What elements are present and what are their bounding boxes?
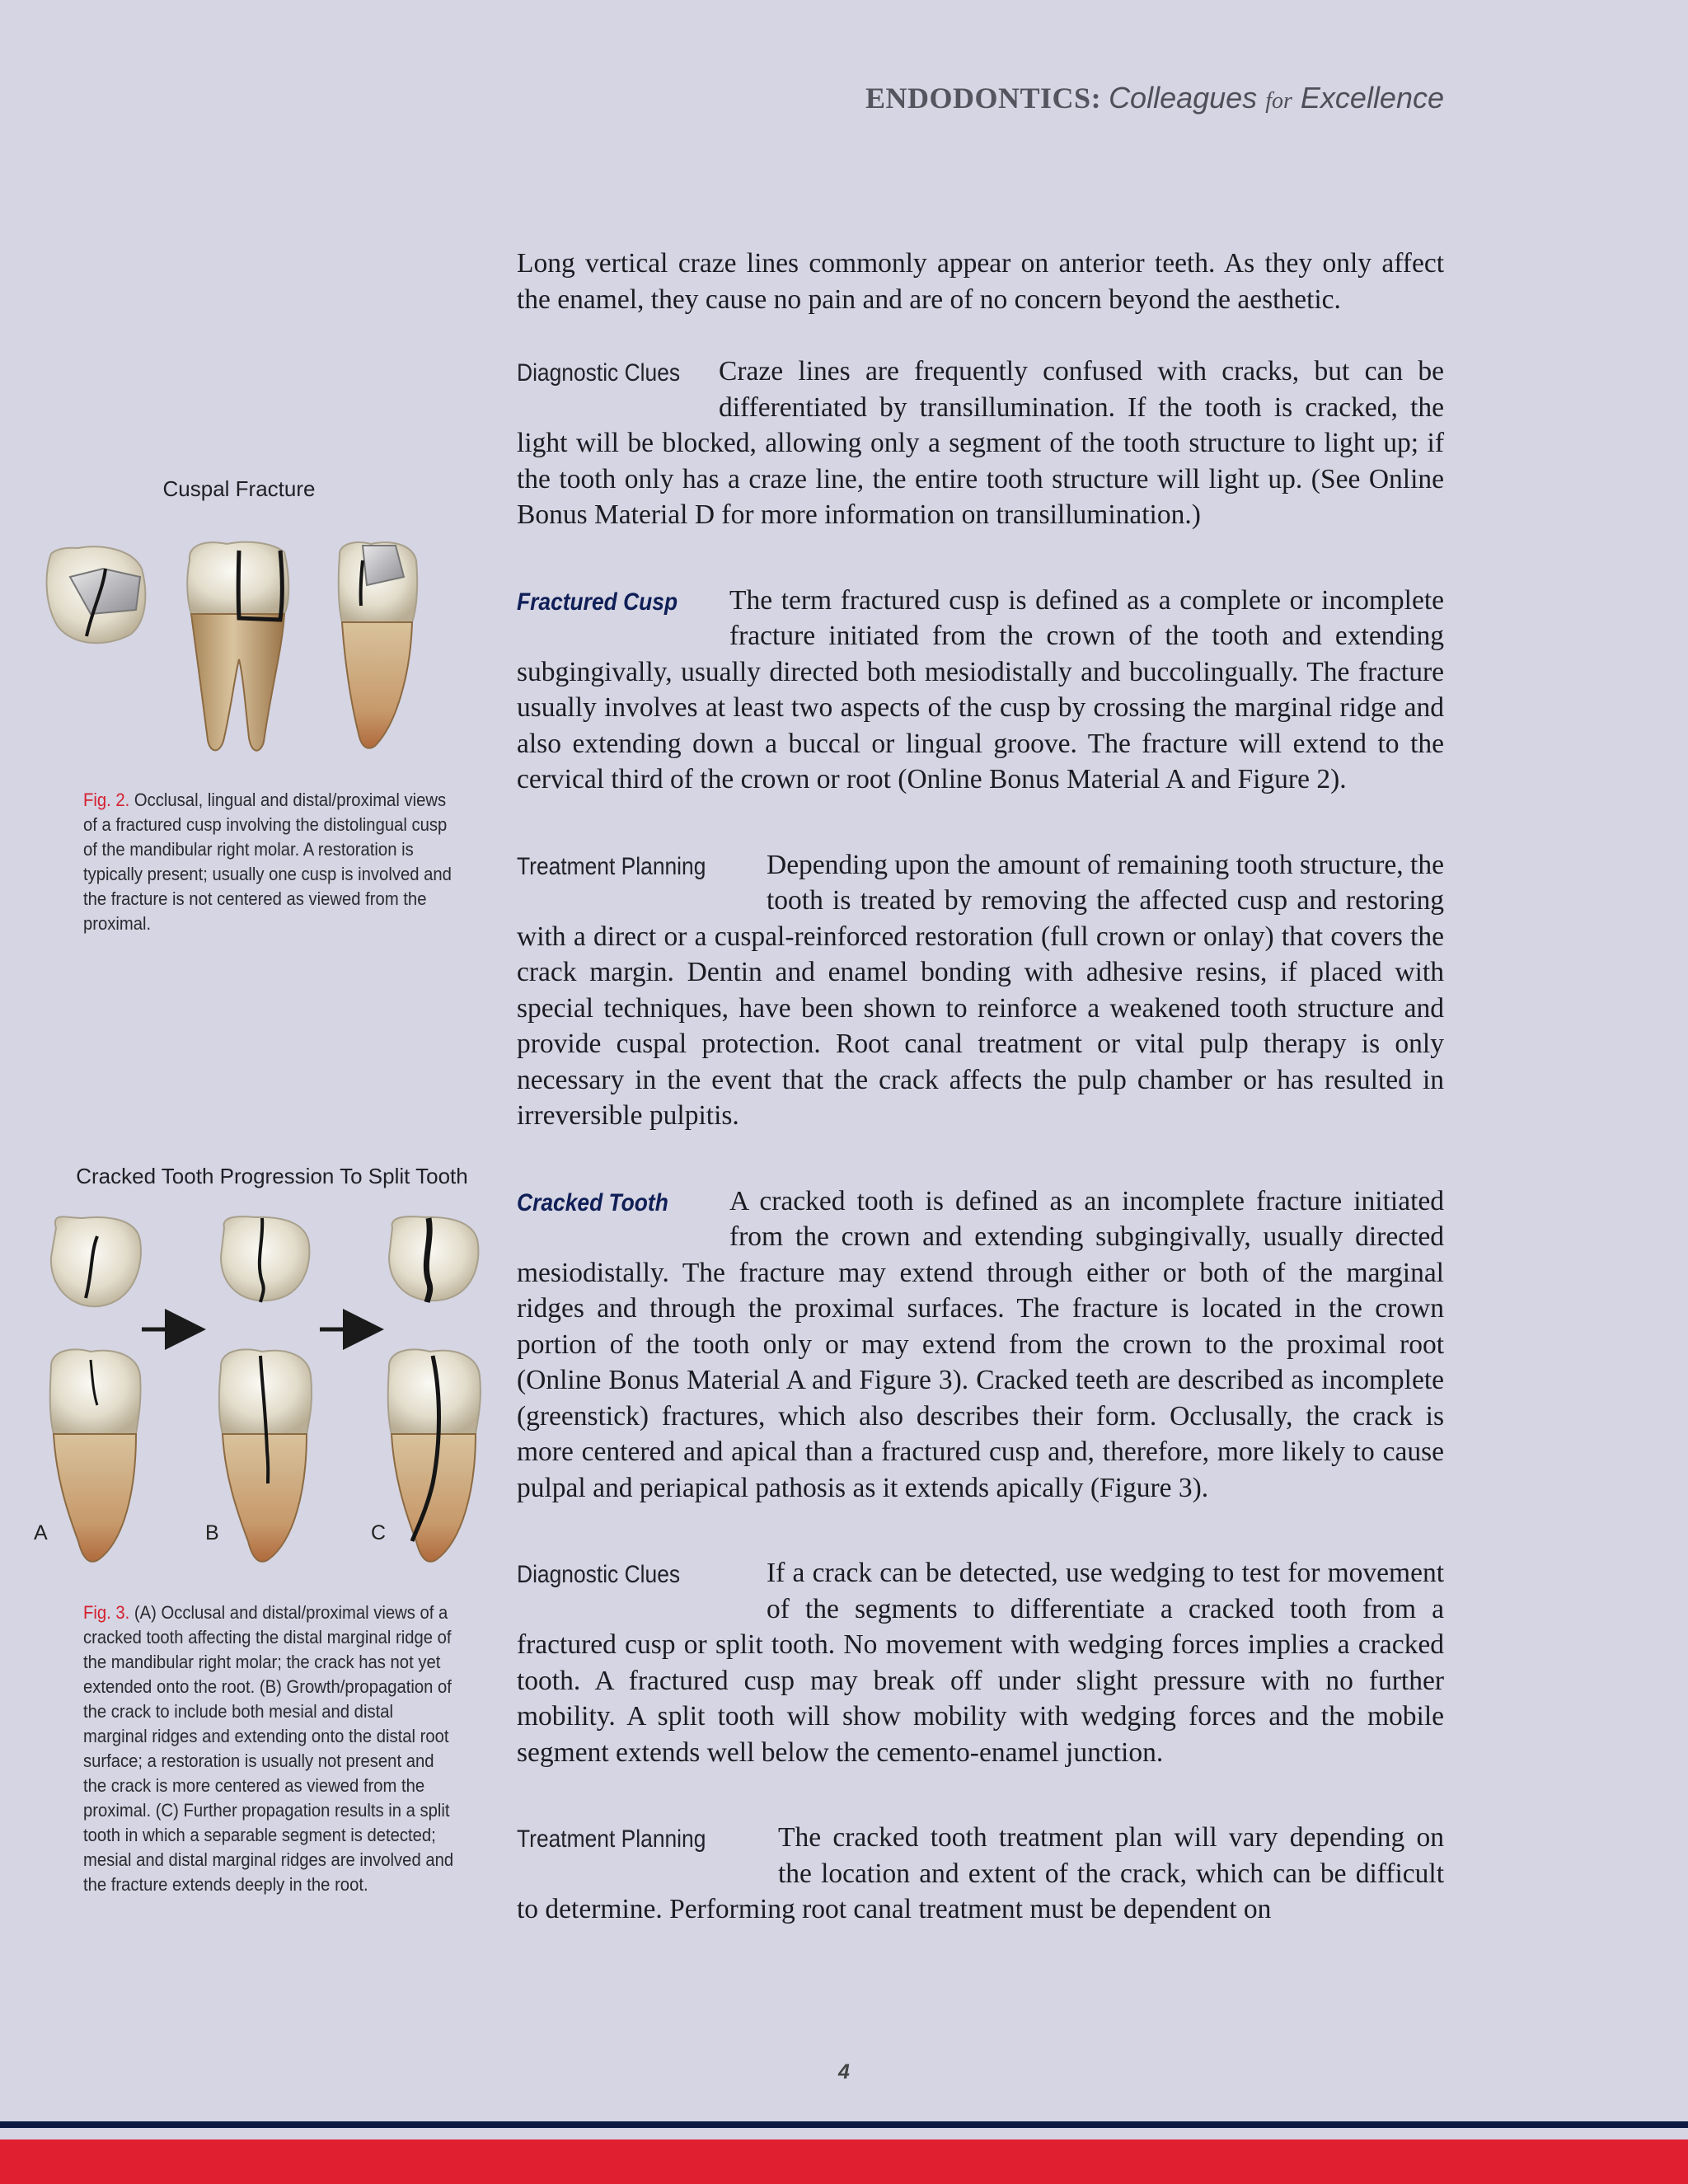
header-brand: ENDODONTICS: <box>865 82 1102 115</box>
fig2-caption-text: Occlusal, lingual and distal/proximal views of a fractured cusp involving the distolingual cusp of the mandibular right molar. A restoration is typically present; usually one cusp is involved and the fracture is not centered as viewed from the proximal. <box>83 790 452 934</box>
section-text: If a crack can be detected, use wedging to test for movement of the segments to differentiate a cracked tooth from a fractured cusp or split tooth. No movement with wedging forces implies a cracked tooth. A fractured cusp may break off under slight pressure with no further mobility. A split tooth will show mobility with wedging forces and the mobile segment extends well below the cemento-enamel junction. <box>517 1558 1444 1768</box>
section-fractured-cusp <box>517 583 1444 798</box>
fig3-illustration <box>0 0 511 1574</box>
section-treatment-planning-1 <box>517 847 1444 1134</box>
section-diagnostic-clues-2 <box>517 1555 1444 1770</box>
body-column <box>517 246 1444 1928</box>
fig3-label-b: B <box>205 1521 219 1544</box>
fig3-proximal-b <box>219 1349 312 1561</box>
section-label: Treatment Planning <box>517 852 706 880</box>
section-label: Cracked Tooth <box>517 1188 668 1216</box>
section-label: Diagnostic Clues <box>517 359 681 387</box>
fig3-occlusal-b <box>221 1216 309 1302</box>
fig2-number: Fig. 2. <box>83 790 130 810</box>
section-label: Diagnostic Clues <box>517 1561 681 1588</box>
section-label: Fractured Cusp <box>517 588 678 616</box>
fig3-caption-text: (A) Occlusal and distal/proximal views of a cracked tooth affecting the distal marginal ridge of the mandibular right molar; the crack has not yet extended onto the root. (B) Growth/propagation of the crack to include both mesial and distal marginal ridges and extending onto the distal root surface; a restoration is usually not present and the crack is more centered as viewed from the proximal. (C) Further propagation results in a split tooth in which a separable segment is detected; mesial and distal marginal ridges are involved and the fracture extends deeply in the root. <box>83 1602 454 1895</box>
section-label: Treatment Planning <box>517 1825 706 1853</box>
footer-navy-bar <box>0 2121 1688 2128</box>
section-text: Craze lines are frequently confused with cracks, but can be differentiated by transillumination. If the tooth is cracked, the light will be blocked, allowing only a segment of the tooth structure to light up; if the tooth only has a craze line, the entire tooth structure will light up. (See Online Bonus Material D for more information on transillumination.) <box>517 356 1444 530</box>
header-tagline: Colleagues for Excellence <box>1109 81 1444 115</box>
fig3-caption <box>83 1601 454 1897</box>
section-treatment-planning-2 <box>517 1820 1444 1928</box>
section-text: Depending upon the amount of remaining tooth structure, the tooth is treated by removing the affected cusp and restoring with a direct or a cuspal-reinforced restoration (full crown or onlay) that covers the crack margin. Dentin and enamel bonding with adhesive resins, if placed with special techniques, have been shown to reinforce a weakened tooth structure and provide cuspal protection. Root canal treatment or vital pulp therapy is only necessary in the event that the crack affects the pulp chamber or has resulted in irreversible pulpitis. <box>517 849 1444 1131</box>
fig3-number: Fig. 3. <box>83 1602 130 1623</box>
footer-red-bar <box>0 2139 1688 2184</box>
running-header <box>865 81 1444 115</box>
section-text: The cracked tooth treatment plan will vary depending on the location and extent of the crack, which can be difficult to determine. Performing root canal treatment must be dependent on <box>517 1822 1444 1924</box>
section-diagnostic-clues-1 <box>517 354 1444 533</box>
section-text: The term fractured cusp is defined as a complete or incomplete fracture initiated from the crown of the tooth and extending subgingivally, usually directed both mesiodistally and buccolingually. The fracture usually involves at least two aspects of the cusp by crossing the marginal ridge and also extending down a buccal or lingual groove. The fracture will extend to the cervical third of the crown or root (Online Bonus Material A and Figure 2). <box>517 584 1444 794</box>
page-number: 4 <box>838 2060 850 2083</box>
fig3-occlusal-c <box>389 1216 478 1302</box>
fig3-label-c: C <box>371 1521 387 1544</box>
fig2-title: Cuspal Fracture <box>162 476 316 501</box>
fig3-proximal-a <box>50 1349 141 1561</box>
fig3-proximal-c <box>388 1349 481 1561</box>
section-text: A cracked tooth is defined as an incomplete fracture initiated from the crown and extending subgingivally, usually directed mesiodistally. The fracture may extend through either or both of the marginal ridges and through the proximal surfaces. The fracture is located in the crown portion of the tooth only or may extend from the crown to the proximal root (Online Bonus Material A and Figure 3). Cracked teeth are described as incomplete (greenstick) fractures, which also describes their form. Occlusally, the crack is more centered and apical than a fractured cusp and, therefore, more likely to cause pulpal and periapical pathosis as it extends apically (Figure 3). <box>517 1185 1444 1503</box>
fig3-occlusal-a <box>51 1216 141 1306</box>
fig3-title: Cracked Tooth Progression To Split Tooth <box>76 1164 468 1188</box>
section-cracked-tooth <box>517 1183 1444 1507</box>
fig3-label-a: A <box>34 1521 48 1544</box>
intro-paragraph: Long vertical craze lines commonly appear on anterior teeth. As they only affect the enamel, they cause no pain and are of no concern beyond the aesthetic. <box>517 248 1444 315</box>
